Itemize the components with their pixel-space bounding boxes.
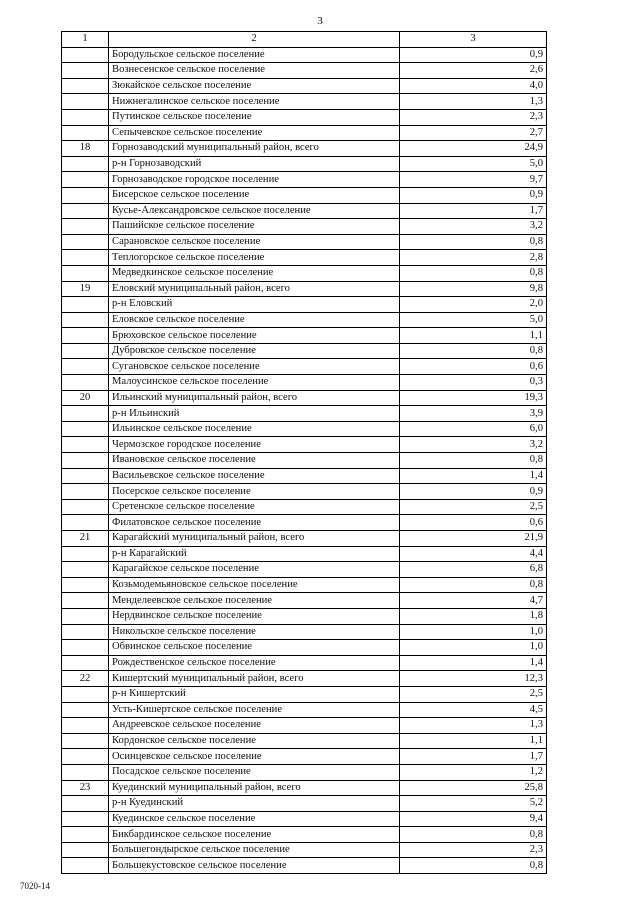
row-name-cell: Рождественское сельское поселение (109, 655, 400, 671)
row-value-cell: 0,8 (400, 827, 547, 843)
row-name-cell: Кусье-Александровское сельское поселение (109, 203, 400, 219)
row-number-cell (62, 172, 109, 188)
row-number-cell (62, 109, 109, 125)
table-row (62, 749, 547, 765)
row-number-cell (62, 749, 109, 765)
row-number-cell (62, 63, 109, 79)
table-row (62, 265, 547, 281)
table-row (62, 375, 547, 391)
row-name-cell: Нердвинское сельское поселение (109, 608, 400, 624)
table-row (62, 94, 547, 110)
row-number-cell (62, 375, 109, 391)
table-row (62, 78, 547, 94)
table-row (62, 47, 547, 63)
table-row (62, 655, 547, 671)
row-name-cell: Путинское сельское поселение (109, 109, 400, 125)
row-value-cell: 2,3 (400, 109, 547, 125)
row-value-cell: 1,1 (400, 328, 547, 344)
row-name-cell: Кишертский муниципальный район, всего (109, 671, 400, 687)
table-row (62, 219, 547, 235)
table-row (62, 640, 547, 656)
row-value-cell: 5,0 (400, 156, 547, 172)
row-value-cell: 25,8 (400, 780, 547, 796)
row-value-cell: 0,8 (400, 577, 547, 593)
row-value-cell: 1,7 (400, 749, 547, 765)
table-row (62, 234, 547, 250)
table-row (62, 468, 547, 484)
table-row (62, 515, 547, 531)
row-number-cell (62, 343, 109, 359)
table-row (62, 172, 547, 188)
row-name-cell: Большегондырское сельское поселение (109, 842, 400, 858)
row-value-cell: 0,6 (400, 359, 547, 375)
row-name-cell: Сепычевское сельское поселение (109, 125, 400, 141)
row-name-cell: Горнозаводский муниципальный район, всего (109, 141, 400, 157)
row-value-cell: 1,3 (400, 718, 547, 734)
table-row (62, 421, 547, 437)
row-name-cell: Теплогорское сельское поселение (109, 250, 400, 266)
row-value-cell: 1,4 (400, 468, 547, 484)
table-row (62, 390, 547, 406)
row-number-cell (62, 312, 109, 328)
table-row (62, 328, 547, 344)
row-number-cell (62, 593, 109, 609)
row-value-cell: 0,9 (400, 47, 547, 63)
row-number-cell: 21 (62, 531, 109, 547)
row-name-cell: р-н Карагайский (109, 546, 400, 562)
row-number-cell (62, 499, 109, 515)
table-row (62, 577, 547, 593)
row-number-cell: 19 (62, 281, 109, 297)
row-name-cell: Осинцевское сельское поселение (109, 749, 400, 765)
row-name-cell: Никольское сельское поселение (109, 624, 400, 640)
row-name-cell: Посадское сельское поселение (109, 764, 400, 780)
row-value-cell: 1,0 (400, 640, 547, 656)
row-name-cell: р-н Еловский (109, 297, 400, 313)
row-value-cell: 4,5 (400, 702, 547, 718)
row-name-cell: Филатовское сельское поселение (109, 515, 400, 531)
row-name-cell: Бисерское сельское поселение (109, 187, 400, 203)
row-value-cell: 1,0 (400, 624, 547, 640)
table-row (62, 733, 547, 749)
table-row (62, 718, 547, 734)
row-name-cell: Бикбардинское сельское поселение (109, 827, 400, 843)
row-value-cell: 1,2 (400, 764, 547, 780)
row-name-cell: р-н Горнозаводский (109, 156, 400, 172)
table-row (62, 281, 547, 297)
header-col-3: 3 (400, 32, 547, 48)
row-value-cell: 4,4 (400, 546, 547, 562)
row-value-cell: 0,3 (400, 375, 547, 391)
table-row (62, 63, 547, 79)
row-number-cell (62, 764, 109, 780)
row-name-cell: Еловское сельское поселение (109, 312, 400, 328)
row-name-cell: Зюкайское сельское поселение (109, 78, 400, 94)
row-name-cell: Посерское сельское поселение (109, 484, 400, 500)
row-name-cell: Карагайский муниципальный район, всего (109, 531, 400, 547)
row-value-cell: 19,3 (400, 390, 547, 406)
row-number-cell (62, 156, 109, 172)
row-number-cell (62, 203, 109, 219)
table-row (62, 203, 547, 219)
table-row (62, 453, 547, 469)
row-name-cell: Вознесенское сельское поселение (109, 63, 400, 79)
row-value-cell: 0,9 (400, 484, 547, 500)
row-name-cell: Чермозское городское поселение (109, 437, 400, 453)
row-value-cell: 1,4 (400, 655, 547, 671)
row-number-cell (62, 515, 109, 531)
row-value-cell: 9,4 (400, 811, 547, 827)
row-value-cell: 2,5 (400, 499, 547, 515)
row-value-cell: 3,2 (400, 437, 547, 453)
table-row (62, 827, 547, 843)
row-name-cell: Ильинское сельское поселение (109, 421, 400, 437)
header-col-2: 2 (109, 32, 400, 48)
table-row (62, 531, 547, 547)
row-number-cell (62, 546, 109, 562)
row-name-cell: Горнозаводское городское поселение (109, 172, 400, 188)
row-number-cell (62, 406, 109, 422)
row-value-cell: 0,9 (400, 187, 547, 203)
row-number-cell (62, 608, 109, 624)
row-name-cell: Ильинский муниципальный район, всего (109, 390, 400, 406)
row-name-cell: Обвинское сельское поселение (109, 640, 400, 656)
row-number-cell (62, 219, 109, 235)
row-value-cell: 2,3 (400, 842, 547, 858)
row-number-cell (62, 359, 109, 375)
table-row (62, 671, 547, 687)
row-number-cell (62, 640, 109, 656)
row-name-cell: Еловский муниципальный район, всего (109, 281, 400, 297)
row-number-cell: 22 (62, 671, 109, 687)
row-value-cell: 1,3 (400, 94, 547, 110)
document-code: 7020-14 (20, 881, 50, 891)
row-value-cell: 5,0 (400, 312, 547, 328)
row-value-cell: 0,6 (400, 515, 547, 531)
row-number-cell (62, 562, 109, 578)
row-name-cell: Дубровское сельское поселение (109, 343, 400, 359)
table-row (62, 546, 547, 562)
row-number-cell (62, 453, 109, 469)
row-number-cell (62, 328, 109, 344)
row-value-cell: 2,7 (400, 125, 547, 141)
allocation-table (61, 31, 547, 874)
row-name-cell: Менделеевское сельское поселение (109, 593, 400, 609)
table-row (62, 780, 547, 796)
row-value-cell: 9,7 (400, 172, 547, 188)
table-row (62, 250, 547, 266)
row-number-cell (62, 718, 109, 734)
table-row (62, 297, 547, 313)
row-value-cell: 12,3 (400, 671, 547, 687)
row-number-cell (62, 686, 109, 702)
row-number-cell (62, 655, 109, 671)
row-value-cell: 21,9 (400, 531, 547, 547)
row-name-cell: Куединское сельское поселение (109, 811, 400, 827)
table-row (62, 437, 547, 453)
row-number-cell (62, 702, 109, 718)
row-number-cell (62, 250, 109, 266)
row-value-cell: 1,1 (400, 733, 547, 749)
row-number-cell (62, 94, 109, 110)
table-row (62, 141, 547, 157)
row-number-cell (62, 265, 109, 281)
row-value-cell: 1,7 (400, 203, 547, 219)
row-value-cell: 2,8 (400, 250, 547, 266)
table-row (62, 406, 547, 422)
table-row (62, 764, 547, 780)
row-value-cell: 3,2 (400, 219, 547, 235)
row-number-cell (62, 78, 109, 94)
table-row (62, 624, 547, 640)
row-name-cell: Большекустовское сельское поселение (109, 858, 400, 874)
table-row (62, 842, 547, 858)
table-header-row (62, 32, 547, 48)
row-number-cell (62, 187, 109, 203)
row-name-cell: Нижнегалинское сельское поселение (109, 94, 400, 110)
row-number-cell (62, 437, 109, 453)
row-number-cell: 23 (62, 780, 109, 796)
row-name-cell: Куединский муниципальный район, всего (109, 780, 400, 796)
table-row (62, 359, 547, 375)
table-row (62, 608, 547, 624)
header-col-1: 1 (62, 32, 109, 48)
row-value-cell: 0,8 (400, 234, 547, 250)
table-row (62, 686, 547, 702)
row-value-cell: 0,8 (400, 858, 547, 874)
row-name-cell: р-н Ильинский (109, 406, 400, 422)
row-value-cell: 6,8 (400, 562, 547, 578)
table-row (62, 593, 547, 609)
row-name-cell: Бородульское сельское поселение (109, 47, 400, 63)
table-row (62, 858, 547, 874)
row-value-cell: 0,8 (400, 265, 547, 281)
row-number-cell (62, 624, 109, 640)
row-name-cell: Карагайское сельское поселение (109, 562, 400, 578)
row-value-cell: 9,8 (400, 281, 547, 297)
table-row (62, 312, 547, 328)
row-name-cell: Козьмодемьяновское сельское поселение (109, 577, 400, 593)
row-number-cell (62, 421, 109, 437)
table-row (62, 187, 547, 203)
row-number-cell (62, 827, 109, 843)
table-row (62, 484, 547, 500)
row-name-cell: Сарановское сельское поселение (109, 234, 400, 250)
table-row (62, 156, 547, 172)
table-row (62, 125, 547, 141)
row-number-cell (62, 577, 109, 593)
row-name-cell: Кордонское сельское поселение (109, 733, 400, 749)
row-name-cell: Пашийское сельское поселение (109, 219, 400, 235)
row-name-cell: Андреевское сельское поселение (109, 718, 400, 734)
table-row (62, 499, 547, 515)
row-number-cell (62, 811, 109, 827)
row-number-cell (62, 125, 109, 141)
row-value-cell: 0,8 (400, 343, 547, 359)
row-number-cell (62, 733, 109, 749)
row-name-cell: Сретенское сельское поселение (109, 499, 400, 515)
row-name-cell: Медведкинское сельское поселение (109, 265, 400, 281)
row-value-cell: 0,8 (400, 453, 547, 469)
row-value-cell: 3,9 (400, 406, 547, 422)
table-row (62, 343, 547, 359)
row-number-cell (62, 234, 109, 250)
row-name-cell: Ивановское сельское поселение (109, 453, 400, 469)
row-number-cell: 18 (62, 141, 109, 157)
table-row (62, 796, 547, 812)
table-body (62, 32, 547, 874)
row-number-cell (62, 468, 109, 484)
row-number-cell (62, 297, 109, 313)
row-value-cell: 2,5 (400, 686, 547, 702)
row-number-cell: 20 (62, 390, 109, 406)
row-number-cell (62, 858, 109, 874)
row-value-cell: 4,7 (400, 593, 547, 609)
row-number-cell (62, 484, 109, 500)
row-value-cell: 4,0 (400, 78, 547, 94)
row-name-cell: р-н Кишертский (109, 686, 400, 702)
row-number-cell (62, 796, 109, 812)
table-row (62, 562, 547, 578)
row-value-cell: 5,2 (400, 796, 547, 812)
row-name-cell: Васильевское сельское поселение (109, 468, 400, 484)
row-name-cell: Усть-Кишертское сельское поселение (109, 702, 400, 718)
row-value-cell: 24,9 (400, 141, 547, 157)
table-row (62, 811, 547, 827)
page-number: 3 (317, 15, 323, 27)
row-name-cell: Малоусинское сельское поселение (109, 375, 400, 391)
table-row (62, 702, 547, 718)
table-row (62, 109, 547, 125)
row-number-cell (62, 47, 109, 63)
row-value-cell: 2,6 (400, 63, 547, 79)
row-value-cell: 6,0 (400, 421, 547, 437)
row-number-cell (62, 842, 109, 858)
row-value-cell: 2,0 (400, 297, 547, 313)
row-name-cell: Брюховское сельское поселение (109, 328, 400, 344)
row-value-cell: 1,8 (400, 608, 547, 624)
row-name-cell: Сугановское сельское поселение (109, 359, 400, 375)
row-name-cell: р-н Куединский (109, 796, 400, 812)
